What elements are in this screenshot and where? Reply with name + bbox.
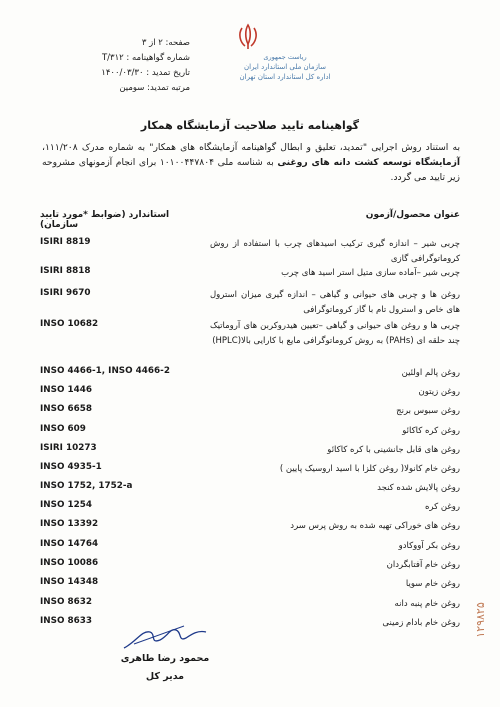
intro-paragraph: [42, 140, 460, 185]
test-title: روغن سبوس برنج: [396, 406, 460, 416]
org-top-line: ریاست جمهوری: [263, 53, 307, 61]
lab-name: آزمایشگاه توسعه کشت دانه های روغنی: [277, 157, 461, 168]
page-number: صفحه: ۲ از ۳: [141, 38, 190, 48]
certificate-number: شماره گواهینامه : T/۳۱۲: [101, 53, 190, 63]
intro-text-1: به استناد روش اجرایی "تمدید، تعلیق و ابطال گواهینامه آزمایشگاه های همکار" به شماره مدرک ۱۱۱/۲۰۸،: [42, 142, 460, 153]
test-title: چربی شیر – اندازه گیری ترکیب اسیدهای چرب با استفاده از روش کروماتوگرافی گازی: [210, 239, 460, 264]
intro-text-2: به شناسه ملی ۱۰۱۰۰۴۴۷۸۰۴ برای انجام آزمونهای مشروحه زیر تایید می گردد.: [42, 157, 460, 183]
standard-code: INSO 1752, 1752-a: [40, 481, 133, 491]
standard-code: INSO 609: [40, 424, 86, 434]
standard-code: INSO 8633: [40, 616, 92, 626]
standard-code: INSO 13392: [40, 519, 99, 529]
standard-code: INSO 1446: [40, 385, 92, 395]
certificate-meta: [40, 36, 190, 96]
test-title: روغن کره کاکائو: [402, 426, 460, 436]
standard-code: INSO 4466-1, INSO 4466-2: [40, 366, 170, 376]
serial-number: ۱۲۹۸۲۵: [474, 602, 487, 638]
test-title: روغن پالم اولئین: [401, 368, 460, 378]
standard-code: ISIRI 9670: [40, 288, 91, 298]
standard-code: ISIRI 10273: [40, 443, 97, 453]
standard-code: INSO 6658: [40, 404, 92, 414]
standard-code: INSO 1254: [40, 500, 92, 510]
page-title: گواهینامه تایید صلاحیت آزمایشگاه همکار: [140, 119, 360, 132]
serial-number-stamp: [474, 545, 494, 695]
test-title: روغن خام سویا: [405, 579, 460, 589]
column-header-test: عنوان محصول/آزمون: [365, 210, 460, 220]
standard-code: INSO 8632: [40, 597, 92, 607]
standard-code: ISIRI 8819: [40, 237, 91, 247]
column-header-standard: استاندارد (ضوابط *مورد تایید سازمان): [40, 210, 170, 230]
test-title: روغن ها و چربی های حیوانی و گیاهی – اندازه گیری میزان استرول های خاص و استرول تام با گاز کروماتوگرافی: [210, 290, 460, 315]
standard-code: INSO 10682: [40, 319, 99, 329]
signatory: [110, 650, 220, 686]
signatory-position: مدیر کل: [145, 671, 185, 682]
test-title: چربی شیر –آماده سازی متیل استر اسید های چرب: [281, 268, 460, 278]
test-title: روغن پالایش شده کنجد: [377, 483, 460, 493]
standard-code: INSO 14348: [40, 577, 99, 587]
test-title: روغن خام بادام زمینی: [382, 618, 460, 628]
organization-header: [215, 52, 355, 82]
signature-image: [120, 622, 210, 652]
standard-code: INSO 10086: [40, 558, 99, 568]
test-title: روغن های قابل جانشینی با کره کاکائو: [327, 445, 460, 455]
iran-emblem-icon: [236, 22, 260, 50]
renewal-rank: مرتبه تمدید: سومین: [119, 83, 190, 93]
org-name-line2: اداره کل استاندارد استان تهران: [239, 73, 331, 81]
standard-code: ISIRI 8818: [40, 266, 91, 276]
test-title: روغن خام آفتابگردان: [386, 560, 460, 570]
test-title: روغن خام کانولا( روغن کلزا با اسید اروسیک پایین ): [279, 464, 460, 474]
test-title: روغن زیتون: [418, 387, 460, 397]
org-name-line1: سازمان ملی استاندارد ایران: [244, 63, 326, 71]
signatory-name: محمود رضا طاهری: [120, 653, 210, 664]
standard-code: INSO 14764: [40, 539, 99, 549]
test-title: چربی ها و روغن های حیوانی و گیاهی –تعیین هیدروکربن های آروماتیک چند حلقه ای (PAHs) به روش کروماتوگرافی مایع با کارایی بالا(HPLC): [210, 321, 460, 346]
renewal-date: تاریخ تمدید : ۱۴۰۰/۰۳/۳۰: [101, 68, 190, 78]
test-title: روغن بکر آووکادو: [398, 541, 460, 551]
standard-code: INSO 4935-1: [40, 462, 102, 472]
test-title: روغن خام پنبه دانه: [394, 599, 460, 609]
test-title: روغن های خوراکی تهیه شده به روش پرس سرد: [290, 521, 460, 531]
test-title: روغن کره: [424, 502, 460, 512]
